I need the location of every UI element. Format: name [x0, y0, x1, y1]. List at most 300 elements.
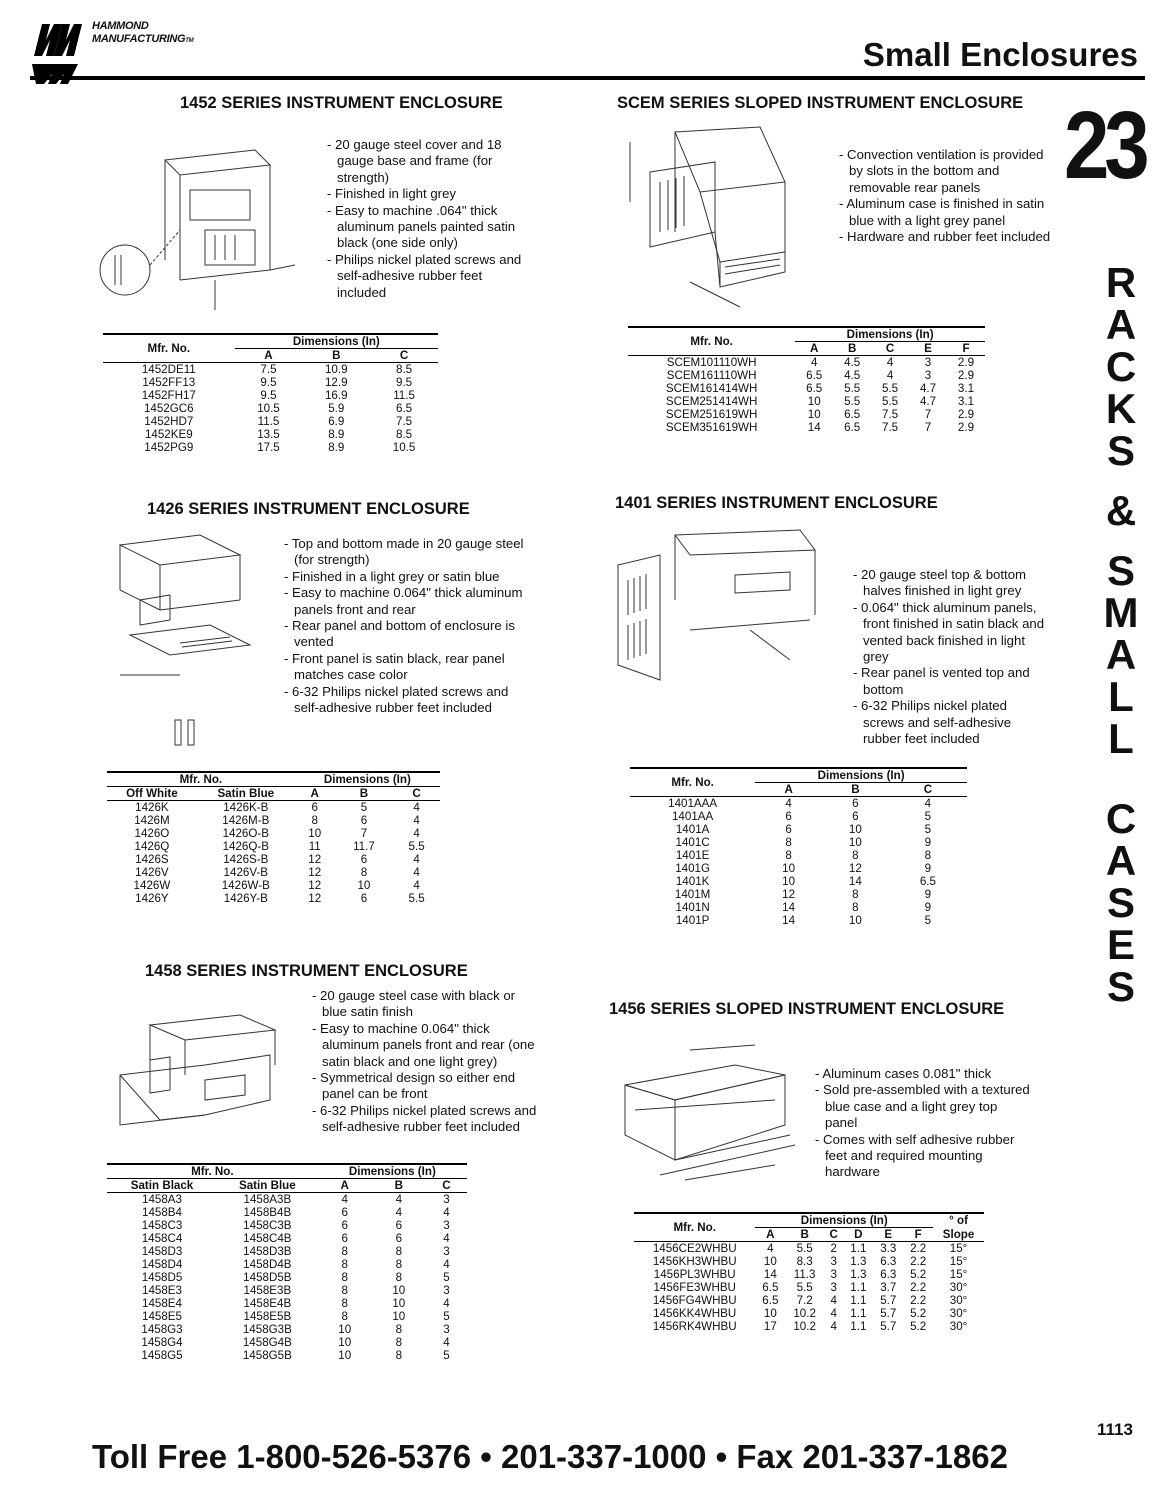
table-cell: 1458E5B — [243, 1310, 292, 1323]
col-header-dimensions: Dimensions (In) — [295, 772, 440, 787]
table-cell: 9 — [924, 836, 932, 849]
table-row — [107, 814, 440, 827]
mfr-number-cell: 1452HD7 — [144, 415, 194, 428]
table-cell: 4 — [395, 1206, 403, 1219]
table-cell: 4 — [785, 797, 792, 810]
table-row — [630, 862, 967, 875]
table-cell: 2.9 — [957, 356, 975, 369]
table-cell: 3 — [443, 1284, 450, 1297]
table-cell: 5.2 — [910, 1320, 927, 1333]
bullet-item: - Convection ventilation is provided by slots in the bottom and removable rear panels — [839, 147, 1044, 195]
table-cell: 9 — [924, 888, 932, 901]
table-cell: 4 — [395, 1193, 403, 1206]
bullet-item: - Hardware and rubber feet included — [839, 229, 1051, 245]
table-cell: 6.5 — [806, 382, 823, 395]
bullets-scem — [839, 147, 1054, 245]
mfr-number-cell: 1458D3 — [141, 1245, 183, 1258]
section-letter: K — [1105, 385, 1137, 432]
table-cell: 12 — [848, 862, 862, 875]
table-cell: 3 — [830, 1281, 837, 1294]
bullets-1456 — [815, 1066, 1030, 1181]
col-header: C — [370, 349, 438, 363]
table-cell: 5.5 — [408, 892, 425, 905]
table-row — [107, 801, 440, 815]
table-cell: 1458G3B — [242, 1323, 292, 1336]
table-cell: 8 — [852, 849, 859, 862]
col-header: Off White — [107, 787, 197, 801]
enclosure-1426-diagram — [100, 525, 280, 765]
mfr-number-cell: 1401P — [675, 914, 710, 927]
mfr-number-cell: 1458G3 — [141, 1323, 183, 1336]
bullets-1452 — [327, 137, 532, 301]
table-cell: 8 — [360, 866, 368, 879]
table-cell: 1.3 — [850, 1255, 867, 1268]
bullet-item: - Easy to machine 0.064" thick aluminum panels front and rear (one satin black and one light grey) — [312, 1020, 535, 1069]
table-row — [107, 879, 440, 892]
table-cell: 9 — [924, 862, 932, 875]
bullet-item: - Rear panel is vented top and bottom — [853, 665, 1030, 697]
table-cell: 4 — [767, 1242, 774, 1255]
table-cell: 2 — [830, 1242, 837, 1255]
table-row — [107, 1245, 467, 1258]
bullet-item: - Easy to machine 0.064" thick aluminum panels front and rear — [284, 585, 523, 617]
table-cell: 1426M-B — [222, 814, 270, 827]
table-cell: 4.7 — [919, 382, 937, 395]
table-cell: 30° — [949, 1294, 968, 1307]
table-cell: 8.5 — [396, 428, 413, 441]
col-header-mfr: Mfr. No. — [103, 334, 235, 363]
mfr-number-cell: 1426Y — [135, 892, 169, 905]
section-letter: S — [1106, 879, 1135, 926]
table-cell: 1.1 — [850, 1242, 867, 1255]
bullets-1458 — [312, 988, 542, 1136]
mfr-number-cell: SCEM351619WH — [665, 421, 758, 434]
table-row — [630, 849, 967, 862]
section-letter: A — [1105, 301, 1137, 348]
table-cell: 7 — [360, 827, 368, 840]
table-cell: 10 — [338, 1323, 352, 1336]
table-1458 — [107, 1163, 467, 1362]
table-cell: 3 — [443, 1323, 450, 1336]
col-header: C — [889, 783, 967, 797]
table-cell: 10 — [392, 1297, 406, 1310]
table-row — [634, 1268, 984, 1281]
mfr-number-cell: 1458G4 — [141, 1336, 183, 1349]
table-cell: 2.2 — [910, 1281, 927, 1294]
table-cell: 4 — [443, 1232, 450, 1245]
mfr-number-cell: 1456PL3WHBU — [653, 1268, 736, 1281]
table-body-1452 — [103, 363, 438, 455]
table-cell: 6.9 — [328, 415, 345, 428]
table-cell: 17 — [763, 1320, 777, 1333]
table-row — [107, 1297, 467, 1310]
mfr-number-cell: 1456FG4WHBU — [652, 1294, 737, 1307]
table-cell: 4 — [443, 1336, 450, 1349]
mfr-number-cell: 1456RK4WHBU — [652, 1320, 737, 1333]
table-cell: 5.5 — [796, 1281, 813, 1294]
table-cell: 17.5 — [257, 441, 280, 454]
brand-name — [92, 20, 193, 48]
table-cell: 2.9 — [957, 408, 975, 421]
col-header-mfr: Mfr. No. — [628, 327, 795, 356]
table-cell: 1458E3B — [243, 1284, 292, 1297]
table-cell: 30° — [949, 1307, 968, 1320]
section-letter: & — [1105, 487, 1137, 534]
table-cell: 9.5 — [260, 376, 277, 389]
table-body-1426 — [107, 801, 440, 906]
table-cell: 6.5 — [919, 875, 936, 888]
col-header: E — [909, 342, 947, 356]
col-header-dimensions: Dimensions (In) — [235, 334, 438, 349]
mfr-number-cell: 1426Q — [134, 840, 170, 853]
table-row — [630, 797, 967, 811]
table-cell: 10 — [357, 879, 371, 892]
col-header: C — [871, 342, 909, 356]
table-cell: 15° — [949, 1255, 968, 1268]
enclosure-1401-diagram — [590, 520, 845, 690]
table-row — [634, 1281, 984, 1294]
table-cell: 1426S-B — [223, 853, 269, 866]
mfr-number-cell: SCEM161110WH — [666, 369, 757, 382]
table-cell: 11.7 — [353, 840, 375, 853]
mfr-number-cell: 1458E4 — [142, 1297, 182, 1310]
col-header: C — [393, 787, 440, 801]
table-cell: 5.5 — [844, 395, 861, 408]
table-cell: 1.1 — [850, 1281, 867, 1294]
table-cell: 5.5 — [882, 382, 899, 395]
bullet-item: - Easy to machine .064" thick aluminum panels painted satin black (one side only) — [327, 202, 516, 251]
table-row — [107, 1193, 467, 1207]
bullet-item: - Philips nickel plated screws and self-adhesive rubber feet included — [327, 251, 522, 300]
table-cell: 4 — [924, 797, 932, 810]
mfr-number-cell: 1458B4 — [142, 1206, 182, 1219]
bullet-item: - 20 gauge steel cover and 18 gauge base and frame (for strength) — [327, 137, 502, 185]
table-cell: 4 — [443, 1258, 450, 1271]
bullet-item: - Sold pre-assembled with a textured blue case and a light grey top panel — [815, 1082, 1030, 1131]
col-header: D — [843, 1228, 873, 1242]
table-cell: 6 — [395, 1232, 403, 1245]
table-cell: 1458B4B — [243, 1206, 292, 1219]
table-cell: 8 — [395, 1349, 403, 1362]
table-cell: 1458C4B — [243, 1232, 292, 1245]
table-row — [628, 382, 985, 395]
table-cell: 2.2 — [910, 1242, 927, 1255]
table-cell: 7.5 — [396, 415, 413, 428]
col-header: F — [947, 342, 985, 356]
table-cell: 8 — [785, 849, 792, 862]
table-cell: 10.5 — [392, 441, 416, 454]
table-row — [103, 376, 438, 389]
table-cell: 10 — [763, 1307, 777, 1320]
table-cell: 11.5 — [257, 415, 280, 428]
table-1456 — [634, 1212, 984, 1333]
table-cell: 11.3 — [793, 1268, 816, 1281]
table-row — [628, 421, 985, 434]
table-cell: 5 — [924, 914, 932, 927]
table-cell: 14 — [848, 875, 862, 888]
mfr-number-cell: 1452KE9 — [144, 428, 193, 441]
section-title-1458: 1458 SERIES INSTRUMENT ENCLOSURE — [145, 962, 468, 980]
table-cell: 3.1 — [957, 395, 975, 408]
table-cell: 1426K-B — [223, 801, 269, 814]
table-cell: 6 — [341, 1206, 348, 1219]
bullet-item: - Front panel is satin black, rear panel matches case color — [284, 650, 505, 683]
table-cell: 8.5 — [396, 363, 413, 376]
bullet-item: - Aluminum case is finished in satin blue with a light grey panel — [839, 196, 1045, 228]
table-cell: 3.3 — [880, 1242, 897, 1255]
table-cell: 1458D5B — [243, 1271, 292, 1284]
table-cell: 3 — [924, 356, 932, 369]
mfr-number-cell: 1452GC6 — [143, 402, 194, 415]
section-letter: L — [1108, 673, 1134, 720]
table-row — [630, 888, 967, 901]
table-cell: 5 — [443, 1349, 450, 1362]
mfr-number-cell: 1401N — [675, 901, 710, 914]
table-cell: 4 — [886, 356, 894, 369]
table-cell: 3 — [830, 1268, 837, 1281]
table-cell: 4 — [413, 827, 420, 840]
table-cell: 7.2 — [796, 1294, 813, 1307]
table-cell: 6.5 — [762, 1281, 779, 1294]
table-cell: 9.5 — [260, 389, 277, 402]
table-1452 — [103, 333, 438, 454]
table-cell: 7.5 — [260, 363, 277, 376]
enclosure-1458-diagram — [110, 1000, 310, 1140]
table-cell: 12 — [308, 892, 322, 905]
table-cell: 8 — [395, 1245, 403, 1258]
table-cell: 8 — [341, 1258, 348, 1271]
bullet-item: - Symmetrical design so either end panel can be front — [312, 1070, 516, 1102]
table-cell: 12.9 — [324, 376, 348, 389]
table-cell: 4.5 — [844, 356, 861, 369]
table-cell: 6.5 — [844, 408, 861, 421]
col-header-dimensions: Dimensions (In) — [318, 1164, 467, 1179]
mfr-number-cell: SCEM251414WH — [665, 395, 758, 408]
table-cell: 1.1 — [850, 1307, 867, 1320]
table-cell: 7 — [924, 421, 932, 434]
table-row — [103, 363, 438, 377]
table-cell: 1458G4B — [242, 1336, 292, 1349]
table-cell: 4 — [413, 866, 420, 879]
table-cell: 14 — [782, 914, 796, 927]
table-row — [107, 840, 440, 853]
mfr-number-cell: 1426W — [133, 879, 171, 892]
bullet-item: - 6-32 Philips nickel plated screws and self-adhesive rubber feet included — [284, 683, 509, 716]
section-letter: S — [1106, 427, 1135, 474]
table-cell: 7.5 — [882, 408, 899, 421]
col-header-mfr: Mfr. No. — [634, 1213, 755, 1242]
table-row — [107, 1219, 467, 1232]
mfr-number-cell: 1426K — [135, 801, 169, 814]
table-cell: 8 — [341, 1271, 348, 1284]
table-cell: 6.5 — [806, 369, 823, 382]
section-number: 23 — [1064, 92, 1145, 199]
table-row — [107, 866, 440, 879]
table-cell: 10.9 — [324, 363, 348, 376]
table-cell: 1458D3B — [243, 1245, 292, 1258]
col-header-mfr: Mfr. No. — [630, 768, 755, 797]
mfr-number-cell: 1426V — [135, 866, 169, 879]
table-cell: 3.1 — [957, 382, 975, 395]
table-cell: 14 — [763, 1268, 777, 1281]
table-cell: 6 — [360, 814, 368, 827]
table-cell: 5.2 — [910, 1307, 927, 1320]
col-header: A — [755, 783, 822, 797]
brand-line-1: HAMMOND — [92, 20, 149, 32]
table-cell: 4 — [830, 1307, 837, 1320]
table-row — [107, 1284, 467, 1297]
mfr-number-cell: 1456CE2WHBU — [652, 1242, 737, 1255]
table-row — [628, 395, 985, 408]
table-cell: 3 — [830, 1255, 837, 1268]
table-cell: 4 — [413, 879, 420, 892]
table-cell: 6 — [395, 1219, 403, 1232]
trademark: TM — [185, 38, 194, 44]
table-cell: 6 — [311, 801, 318, 814]
bullet-item: - Finished in light grey — [327, 186, 457, 202]
mfr-number-cell: 1401K — [675, 875, 710, 888]
table-cell: 4 — [443, 1206, 450, 1219]
table-cell: 12 — [782, 888, 796, 901]
table-cell: 3.7 — [880, 1281, 897, 1294]
table-row — [107, 1271, 467, 1284]
mfr-number-cell: SCEM161414WH — [665, 382, 758, 395]
table-row — [634, 1294, 984, 1307]
mfr-number-cell: 1401E — [675, 849, 710, 862]
table-cell: 4 — [886, 369, 894, 382]
section-letter: R — [1105, 259, 1137, 306]
table-cell: 5.5 — [408, 840, 425, 853]
table-row — [634, 1242, 984, 1256]
page-title: Small Enclosures — [862, 36, 1138, 73]
table-row — [103, 441, 438, 454]
table-cell: 12 — [308, 853, 322, 866]
enclosure-scem-diagram — [620, 122, 835, 317]
mfr-number-cell: 1458E5 — [142, 1310, 182, 1323]
table-cell: 6.5 — [844, 421, 861, 434]
table-cell: 4 — [413, 814, 420, 827]
table-cell: 4 — [413, 853, 420, 866]
table-row — [634, 1320, 984, 1333]
table-cell: 6 — [341, 1232, 348, 1245]
table-cell: 9.5 — [396, 376, 413, 389]
table-cell: 4 — [341, 1193, 348, 1206]
table-cell: 7.5 — [882, 421, 899, 434]
table-cell: 4 — [830, 1294, 837, 1307]
bullet-item: - 6-32 Philips nickel plated screws and self-adhesive rubber feet included — [312, 1102, 537, 1135]
table-row — [630, 875, 967, 888]
table-cell: 10 — [782, 875, 796, 888]
table-cell: 8 — [852, 888, 859, 901]
table-cell: 5.7 — [880, 1320, 897, 1333]
mfr-number-cell: 1401M — [674, 888, 711, 901]
table-cell: 1458G5B — [242, 1349, 292, 1362]
col-header: B — [335, 787, 394, 801]
mfr-number-cell: 1401C — [675, 836, 710, 849]
table-cell: 6 — [360, 853, 368, 866]
table-cell: 8 — [395, 1336, 403, 1349]
table-cell: 10 — [807, 395, 821, 408]
section-title-1452: 1452 SERIES INSTRUMENT ENCLOSURE — [180, 94, 503, 112]
mfr-number-cell: 1458E3 — [142, 1284, 182, 1297]
table-cell: 10 — [807, 408, 821, 421]
table-cell: 5.7 — [880, 1307, 897, 1320]
table-cell: 4.7 — [919, 395, 937, 408]
table-row — [630, 810, 967, 823]
mfr-number-cell: 1452DE11 — [141, 363, 196, 376]
table-cell: 15° — [949, 1242, 968, 1255]
table-cell: 1426Y-B — [223, 892, 268, 905]
mfr-number-cell: 1458C4 — [141, 1232, 183, 1245]
table-row — [107, 1336, 467, 1349]
mfr-number-cell: 1401AA — [671, 810, 714, 823]
section-letter: E — [1106, 921, 1135, 968]
mfr-number-cell: 1456KK4WHBU — [653, 1307, 737, 1320]
table-cell: 6 — [341, 1219, 348, 1232]
table-cell: 8.9 — [328, 428, 345, 441]
table-cell: 14 — [807, 421, 821, 434]
section-title-1426: 1426 SERIES INSTRUMENT ENCLOSURE — [147, 500, 470, 518]
mfr-number-cell: 1458A3 — [142, 1193, 182, 1206]
mfr-number-cell: 1452PG9 — [144, 441, 194, 454]
table-row — [103, 402, 438, 415]
bullet-item: - Finished in a light grey or satin blue — [284, 568, 500, 584]
section-letter: S — [1106, 963, 1135, 1010]
bullets-1401 — [853, 567, 1048, 747]
col-header: B — [372, 1179, 426, 1193]
table-cell: 15° — [949, 1268, 968, 1281]
table-cell: 6 — [852, 810, 859, 823]
col-header-slope: Slope — [933, 1228, 984, 1242]
table-cell: 10 — [848, 823, 862, 836]
table-cell: 3 — [924, 369, 932, 382]
table-cell: 10 — [848, 914, 862, 927]
table-cell: 8 — [341, 1297, 348, 1310]
table-row — [107, 853, 440, 866]
table-cell: 10.5 — [257, 402, 280, 415]
col-header: B — [785, 1228, 824, 1242]
table-cell: 5.2 — [910, 1268, 927, 1281]
col-header-dimensions: Dimensions (In) — [755, 768, 967, 783]
table-row — [103, 415, 438, 428]
table-cell: 10 — [338, 1336, 352, 1349]
bullet-item: - 20 gauge steel case with black or blue satin finish — [312, 988, 516, 1020]
table-cell: 4 — [810, 356, 818, 369]
table-cell: 2.9 — [957, 421, 975, 434]
mfr-number-cell: 1426M — [134, 814, 170, 827]
page-number: 1113 — [1097, 1420, 1133, 1439]
table-scem — [628, 326, 985, 434]
table-row — [107, 1232, 467, 1245]
table-cell: 6.3 — [880, 1268, 897, 1281]
table-cell: 5 — [443, 1271, 450, 1284]
table-cell: 4 — [413, 801, 420, 814]
table-cell: 10.2 — [793, 1320, 816, 1333]
table-cell: 8 — [785, 836, 792, 849]
col-header: Satin Blue — [197, 787, 295, 801]
col-header: A — [235, 349, 303, 363]
table-row — [634, 1307, 984, 1320]
table-cell: 2.2 — [910, 1255, 927, 1268]
table-cell: 5 — [924, 810, 932, 823]
enclosure-1456-diagram — [605, 1040, 815, 1195]
table-cell: 8 — [341, 1245, 348, 1258]
section-title-1401: 1401 SERIES INSTRUMENT ENCLOSURE — [615, 494, 938, 512]
table-row — [634, 1255, 984, 1268]
col-header: F — [903, 1228, 933, 1242]
table-cell: 1458A3B — [243, 1193, 292, 1206]
bullet-item: - 0.064" thick aluminum panels, front finished in satin black and vented back finished in light grey — [853, 599, 1045, 665]
